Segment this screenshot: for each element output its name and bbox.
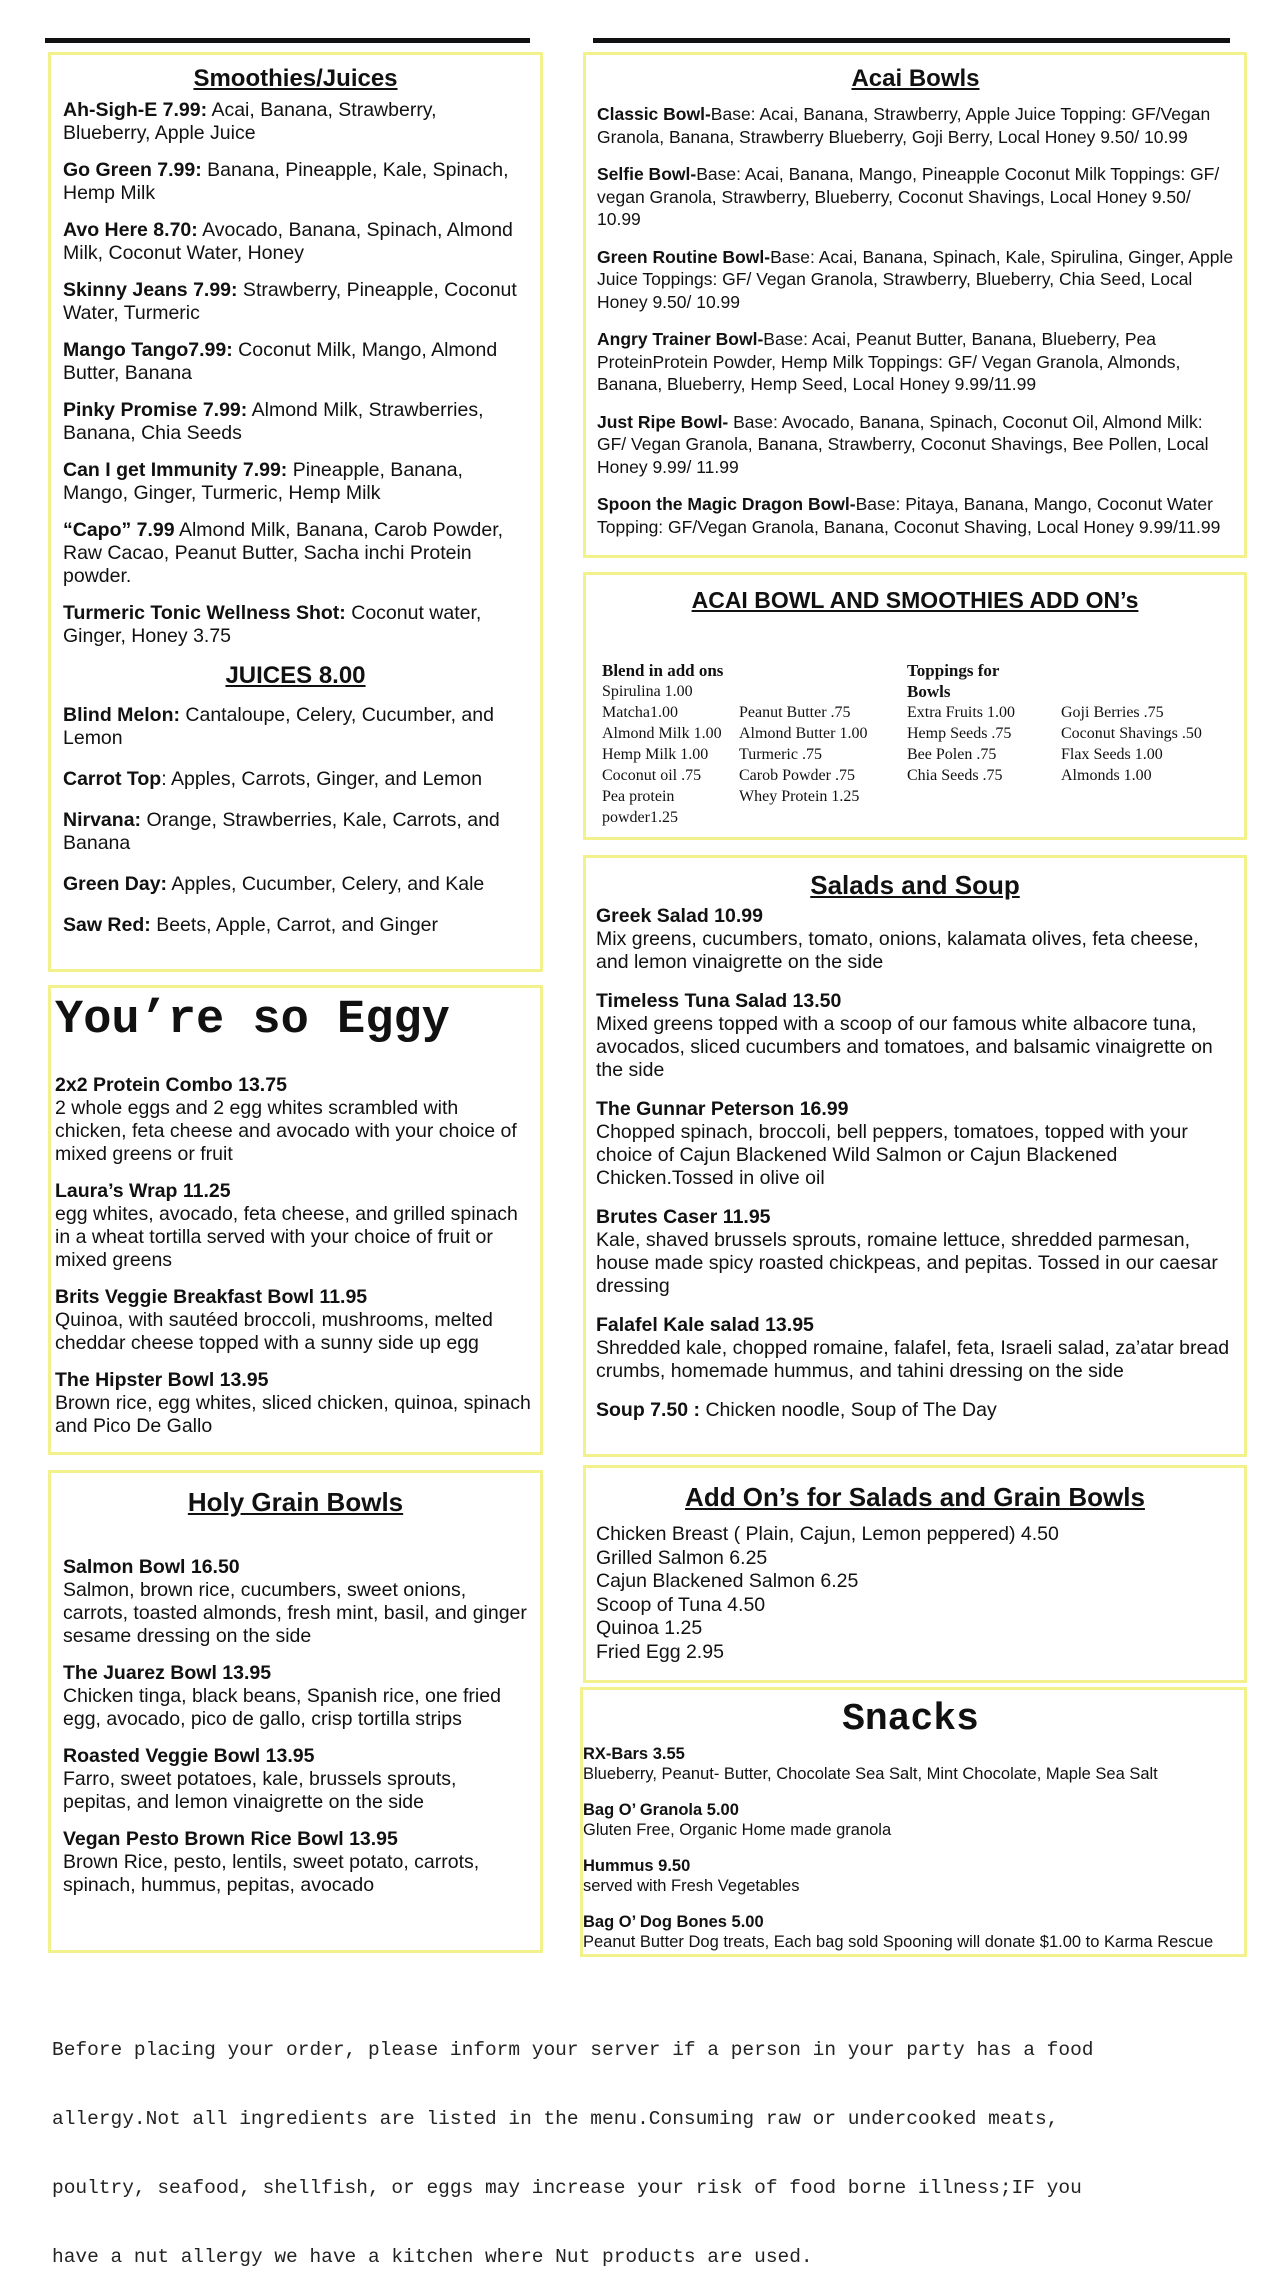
top-rule-right	[593, 38, 1230, 43]
salad-item-desc: Chopped spinach, broccoli, bell peppers, tomatoes, topped with your choice of Cajun Blackened Wild Salmon or Cajun Blackened Chicken.Tossed in olive oil	[596, 1121, 1188, 1189]
topping-addon: Coconut Shavings .50	[1061, 725, 1202, 742]
salad-addon-item: Scoop of Tuna 4.50	[596, 1593, 766, 1616]
salad-item-name: Timeless Tuna Salad 13.50	[596, 990, 842, 1012]
acai-bowl-item-desc: Base: Avocado, Banana, Spinach, Coconut Oil, Almond Milk: GF/ Vegan Granola, Banana, Strawberry, Coconut Shavings, Bee Pollen, Local Honey 9.99/ 11.99	[597, 411, 1209, 477]
juice-item-desc: Orange, Strawberries, Kale, Carrots, and Banana	[63, 809, 500, 854]
salad-item-name: The Gunnar Peterson 16.99	[596, 1098, 849, 1120]
juice-item-name: Blind Melon:	[63, 704, 180, 726]
disclaimer-line-1: Before placing your order, please inform your server if a person in your party has a food	[52, 2039, 1094, 2061]
egg-dish-item-desc: 2 whole eggs and 2 egg whites scrambled with chicken, feta cheese and avocado with your choice of mixed greens or fruit	[55, 1097, 517, 1165]
salad-item	[596, 990, 1234, 1082]
grain-bowl-item	[63, 1745, 528, 1814]
eggy-section	[48, 985, 543, 1455]
smoothie-item	[63, 99, 528, 145]
salad-item-desc: Shredded kale, chopped romaine, falafel, feta, Israeli salad, za’atar bread crumbs, homemade hummus, and tahini dressing on the side	[596, 1337, 1230, 1382]
acai-section	[583, 52, 1247, 558]
soup-item	[596, 1399, 1234, 1422]
snack-item-desc: Gluten Free, Organic Home made granola	[583, 1821, 892, 1839]
egg-dish-item-desc: egg whites, avocado, feta cheese, and grilled spinach in a wheat tortilla served with your choice of fruit or mixed greens	[55, 1203, 518, 1271]
smoothie-item-name: Skinny Jeans 7.99:	[63, 279, 238, 301]
salads-list	[596, 905, 1234, 1383]
salad-addons-title: Add On’s for Salads and Grain Bowls	[685, 1482, 1145, 1512]
smoothie-item-desc: Almond Milk, Strawberries, Banana, Chia Seeds	[63, 399, 484, 444]
snack-item	[583, 1800, 1238, 1840]
smoothie-item-name: Turmeric Tonic Wellness Shot:	[63, 602, 346, 624]
salad-addon-item: Fried Egg 2.95	[596, 1640, 724, 1663]
snacks-title: Snacks	[842, 1698, 979, 1741]
topping-addon: Extra Fruits 1.00	[907, 704, 1015, 721]
smoothie-item-name: Avo Here 8.70:	[63, 219, 198, 241]
toppings-title-2: Bowls	[907, 682, 951, 701]
egg-dish-item-name: 2x2 Protein Combo 13.75	[55, 1074, 287, 1096]
juice-item	[63, 914, 528, 937]
smoothie-item	[63, 459, 528, 505]
grain-bowl-item	[63, 1662, 528, 1731]
egg-dish-item-name: Laura’s Wrap 11.25	[55, 1180, 231, 1202]
egg-dish-item-name: The Hipster Bowl 13.95	[55, 1369, 269, 1391]
salad-item-desc: Kale, shaved brussels sprouts, romaine lettuce, shredded parmesan, house made spicy roasted chickpeas, and pepitas. Tossed in our caesar dressing	[596, 1229, 1218, 1297]
snacks-section	[580, 1687, 1247, 1957]
salad-item	[596, 905, 1234, 974]
grain-bowl-item-desc: Chicken tinga, black beans, Spanish rice, one fried egg, avocado, pico de gallo, crisp tortilla strips	[63, 1685, 501, 1730]
salad-addon-item: Cajun Blackened Salmon 6.25	[596, 1570, 859, 1592]
blend-addon: Hemp Milk 1.00	[602, 746, 709, 763]
eggy-list	[55, 1074, 532, 1438]
topping-addon: Chia Seeds .75	[907, 767, 1003, 784]
topping-addon: Goji Berries .75	[1061, 704, 1164, 721]
smoothie-item-desc: Acai, Banana, Strawberry, Blueberry, Apple Juice	[63, 99, 437, 144]
juice-item	[63, 873, 528, 896]
smoothies-section	[48, 52, 543, 972]
toppings-col-2	[1061, 702, 1202, 786]
eggy-title: You’re so Eggy	[55, 994, 450, 1047]
smoothie-item-desc: Avocado, Banana, Spinach, Almond Milk, Coconut Water, Honey	[63, 219, 513, 264]
grain-bowl-item-desc: Salmon, brown rice, cucumbers, sweet onions, carrots, toasted almonds, fresh mint, basil, and ginger sesame dressing on the side	[63, 1579, 527, 1647]
smoothie-item-name: Can I get Immunity 7.99:	[63, 459, 288, 481]
acai-bowl-item-name: Just Ripe Bowl-	[597, 411, 729, 432]
acai-addons-title: ACAI BOWL AND SMOOTHIES ADD ON’s	[691, 587, 1139, 613]
acai-bowl-item-name: Green Routine Bowl-	[597, 246, 771, 267]
salad-item	[596, 1206, 1234, 1298]
juice-item	[63, 768, 528, 791]
salad-item-name: Greek Salad 10.99	[596, 905, 763, 927]
grain-bowl-item-name: Salmon Bowl 16.50	[63, 1556, 240, 1578]
soup-name: Soup 7.50 :	[596, 1399, 701, 1421]
grain-list	[63, 1556, 528, 1897]
grain-bowl-item-name: The Juarez Bowl 13.95	[63, 1662, 272, 1684]
blend-addon: Peanut Butter .75	[739, 704, 851, 721]
acai-list	[597, 103, 1234, 538]
blend-addon: Coconut oil .75	[602, 767, 702, 784]
topping-addon: Almonds 1.00	[1061, 767, 1152, 784]
salads-section	[583, 855, 1247, 1457]
egg-dish-item-desc: Quinoa, with sautéed broccoli, mushrooms, melted cheddar cheese topped with a sunny side up egg	[55, 1309, 493, 1354]
juices-title: JUICES 8.00	[225, 662, 366, 689]
snack-item	[583, 1856, 1238, 1896]
acai-bowl-item-name: Classic Bowl-	[597, 104, 711, 124]
blend-addon: Spirulina 1.00	[602, 683, 693, 700]
blend-addon: Turmeric .75	[739, 746, 822, 763]
salad-addon-item: Quinoa 1.25	[596, 1617, 703, 1639]
salad-addon-item: Chicken Breast ( Plain, Cajun, Lemon peppered) 4.50	[596, 1523, 1059, 1545]
smoothies-title: Smoothies/Juices	[193, 65, 398, 92]
snack-item	[583, 1912, 1238, 1952]
blend-addon: Pea protein	[602, 788, 675, 805]
acai-bowl-item	[597, 103, 1234, 148]
snack-item-desc: served with Fresh Vegetables	[583, 1877, 800, 1895]
soup-desc: Chicken noodle, Soup of The Day	[700, 1399, 997, 1421]
juice-item-name: Green Day:	[63, 873, 168, 895]
topping-addon: Bee Polen .75	[907, 746, 997, 763]
acai-bowl-item-desc: Base: Pitaya, Banana, Mango, Coconut Water Topping: GF/Vegan Granola, Banana, Coconut Shaving, Local Honey 9.99/11.99	[597, 494, 1221, 537]
egg-dish-item-name: Brits Veggie Breakfast Bowl 11.95	[55, 1286, 368, 1308]
smoothie-item-name: Go Green 7.99:	[63, 159, 202, 181]
smoothie-item	[63, 159, 528, 205]
grain-section	[48, 1470, 543, 1953]
acai-bowl-item	[597, 328, 1234, 396]
smoothie-item-name: Ah-Sigh-E 7.99:	[63, 99, 208, 121]
smoothies-list	[63, 99, 528, 648]
snacks-list	[583, 1744, 1238, 1952]
juice-item-desc: Apples, Cucumber, Celery, and Kale	[167, 873, 485, 895]
grain-bowl-item-name: Roasted Veggie Bowl 13.95	[63, 1745, 315, 1767]
blend-col-1	[602, 660, 723, 828]
smoothie-item	[63, 279, 528, 325]
acai-addons-section	[583, 572, 1247, 840]
juice-item-name: Nirvana:	[63, 809, 142, 831]
blend-addon: Almond Milk 1.00	[602, 725, 722, 742]
top-rule-left	[45, 38, 530, 43]
blend-addon: Matcha1.00	[602, 704, 678, 721]
blend-title: Blend in add ons	[602, 661, 724, 680]
smoothie-item-desc: Pineapple, Banana, Mango, Ginger, Turmeric, Hemp Milk	[63, 459, 463, 504]
juice-item-name: Saw Red:	[63, 914, 151, 936]
acai-bowl-item-desc: Base: Acai, Banana, Strawberry, Apple Juice Topping: GF/Vegan Granola, Banana, Strawberry Blueberry, Goji Berry, Local Honey 9.50/ 10.99	[597, 104, 1211, 147]
egg-dish-item	[55, 1286, 532, 1355]
toppings-title-1: Toppings for	[907, 661, 1000, 680]
egg-dish-item	[55, 1180, 532, 1272]
smoothie-item	[63, 339, 528, 385]
blend-col-2	[739, 702, 867, 807]
juice-item-desc: Cantaloupe, Celery, Cucumber, and Lemon	[63, 704, 494, 749]
snack-item-name: Bag O’ Dog Bones 5.00	[583, 1913, 764, 1931]
salad-item-name: Falafel Kale salad 13.95	[596, 1314, 814, 1336]
juice-item	[63, 704, 528, 750]
salad-item	[596, 1314, 1234, 1383]
acai-bowl-item-name: Selfie Bowl-	[597, 164, 697, 184]
salad-item-name: Brutes Caser 11.95	[596, 1206, 771, 1228]
juice-item	[63, 809, 528, 855]
salad-item	[596, 1098, 1234, 1190]
salad-addons-list	[596, 1523, 1234, 1664]
snack-item-name: Hummus 9.50	[583, 1857, 691, 1875]
snack-item	[583, 1744, 1238, 1784]
disclaimer-line-4: have a nut allergy we have a kitchen where Nut products are used.	[52, 2246, 813, 2268]
juice-item-desc: Beets, Apple, Carrot, and Ginger	[150, 914, 439, 936]
grain-bowl-item	[63, 1828, 528, 1897]
salads-title: Salads and Soup	[810, 870, 1020, 900]
allergy-disclaimer	[52, 1993, 1093, 2292]
snack-item-name: RX-Bars 3.55	[583, 1745, 685, 1763]
grain-bowl-item-desc: Farro, sweet potatoes, kale, brussels sprouts, pepitas, and lemon vinaigrette on the side	[63, 1768, 457, 1813]
grain-bowl-item-name: Vegan Pesto Brown Rice Bowl 13.95	[63, 1828, 398, 1850]
acai-bowl-item	[597, 163, 1234, 231]
acai-title: Acai Bowls	[851, 65, 980, 92]
salad-addons-section	[583, 1465, 1247, 1683]
smoothie-item-desc: Strawberry, Pineapple, Coconut Water, Turmeric	[63, 279, 517, 324]
disclaimer-line-3: poultry, seafood, shellfish, or eggs may increase your risk of food borne illness;IF you	[52, 2177, 1082, 2199]
smoothie-item	[63, 519, 528, 588]
smoothie-item-name: “Capo” 7.99	[63, 519, 175, 541]
acai-bowl-item	[597, 411, 1234, 479]
smoothie-item-desc: Banana, Pineapple, Kale, Spinach, Hemp Milk	[63, 159, 509, 204]
grain-bowl-item	[63, 1556, 528, 1648]
egg-dish-item-desc: Brown rice, egg whites, sliced chicken, quinoa, spinach and Pico De Gallo	[55, 1392, 531, 1437]
smoothie-item	[63, 399, 528, 445]
disclaimer-line-2: allergy.Not all ingredients are listed in the menu.Consuming raw or undercooked meats,	[52, 2108, 1059, 2130]
grain-bowl-item-desc: Brown Rice, pesto, lentils, sweet potato, carrots, spinach, hummus, pepitas, avocado	[63, 1851, 480, 1896]
acai-bowl-item-name: Angry Trainer Bowl-	[597, 329, 764, 349]
smoothie-item-desc: Coconut water, Ginger, Honey 3.75	[63, 602, 482, 647]
smoothie-item-name: Mango Tango7.99:	[63, 339, 233, 361]
blend-addon: Carob Powder .75	[739, 767, 855, 784]
juices-list	[63, 704, 528, 937]
smoothie-item-desc: Coconut Milk, Mango, Almond Butter, Banana	[63, 339, 498, 384]
smoothie-item-desc: Almond Milk, Banana, Carob Powder, Raw Cacao, Peanut Butter, Sacha inchi Protein powder.	[63, 519, 504, 587]
topping-addon: Flax Seeds 1.00	[1061, 746, 1163, 763]
acai-bowl-item	[597, 493, 1234, 538]
salad-item-desc: Mix greens, cucumbers, tomato, onions, kalamata olives, feta cheese, and lemon vinaigrette on the side	[596, 928, 1199, 973]
smoothie-item-name: Pinky Promise 7.99:	[63, 399, 248, 421]
blend-addon: Whey Protein 1.25	[739, 788, 860, 805]
acai-bowl-item-desc: Base: Acai, Peanut Butter, Banana, Blueberry, Pea ProteinProtein Powder, Hemp Milk Toppings: GF/ Vegan Granola, Almonds, Banana, Blueberry, Hemp Seed, Local Honey 9.99/11.99	[597, 329, 1181, 394]
snack-item-name: Bag O’ Granola 5.00	[583, 1801, 739, 1819]
acai-bowl-item	[597, 246, 1234, 314]
egg-dish-item	[55, 1369, 532, 1438]
acai-bowl-item-name: Spoon the Magic Dragon Bowl-	[597, 494, 856, 514]
juice-item-name: Carrot Top	[63, 768, 162, 790]
acai-bowl-item-desc: Base: Acai, Banana, Mango, Pineapple Coconut Milk Toppings: GF/ vegan Granola, Strawberry, Blueberry, Coconut Shavings, Local Honey 9.50/ 10.99	[597, 164, 1220, 229]
salad-item-desc: Mixed greens topped with a scoop of our famous white albacore tuna, avocados, sliced cucumbers and tomatoes, and balsamic vinaigrette on the side	[596, 1013, 1213, 1081]
egg-dish-item	[55, 1074, 532, 1166]
blend-addon: Almond Butter 1.00	[739, 725, 868, 742]
acai-bowl-item-desc: Base: Acai, Banana, Spinach, Kale, Spirulina, Ginger, Apple Juice Toppings: GF/ Vegan Granola, Strawberry, Blueberry, Chia Seed, Local Honey 9.50/ 10.99	[597, 246, 1234, 312]
salad-addon-item: Grilled Salmon 6.25	[596, 1546, 768, 1569]
grain-title: Holy Grain Bowls	[187, 1487, 404, 1517]
juice-item-desc: : Apples, Carrots, Ginger, and Lemon	[161, 768, 483, 790]
snack-item-desc: Blueberry, Peanut- Butter, Chocolate Sea Salt, Mint Chocolate, Maple Sea Salt	[583, 1765, 1158, 1783]
snack-item-desc: Peanut Butter Dog treats, Each bag sold Spooning will donate $1.00 to Karma Rescue	[583, 1933, 1214, 1951]
smoothie-item	[63, 602, 528, 648]
toppings-col-1	[907, 660, 1015, 786]
smoothie-item	[63, 219, 528, 265]
topping-addon: Hemp Seeds .75	[907, 725, 1012, 742]
blend-addon: powder1.25	[602, 809, 678, 826]
